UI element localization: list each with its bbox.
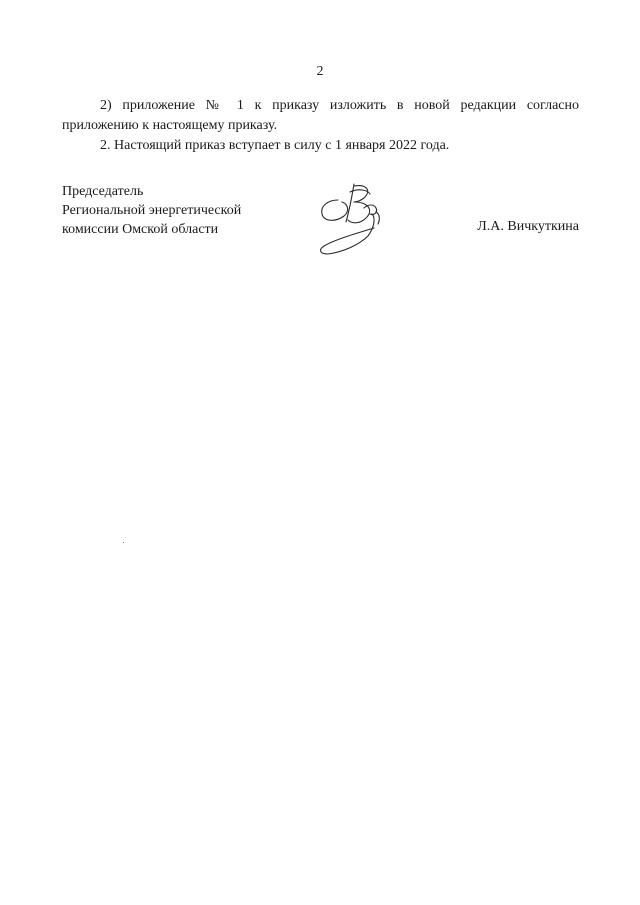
position-line: Председатель (62, 184, 144, 199)
position-line: Региональной энергетической (62, 203, 242, 218)
signer-name: Л.А. Вичкуткина (477, 219, 579, 234)
page-number: 2 (316, 64, 324, 79)
document-body (62, 96, 579, 156)
paragraph-effective-date: 2. Настоящий приказ вступает в силу с 1 января 2022 года. (100, 138, 450, 153)
scan-speck (123, 542, 124, 543)
signatory-position (62, 182, 241, 239)
handwritten-signature (314, 178, 394, 256)
paragraph-amendment-item: 2) приложение № 1 к приказу изложить в новой редакции согласно приложению к настоящему приказу. (62, 98, 579, 133)
position-line: комиссии Омской области (62, 222, 219, 237)
